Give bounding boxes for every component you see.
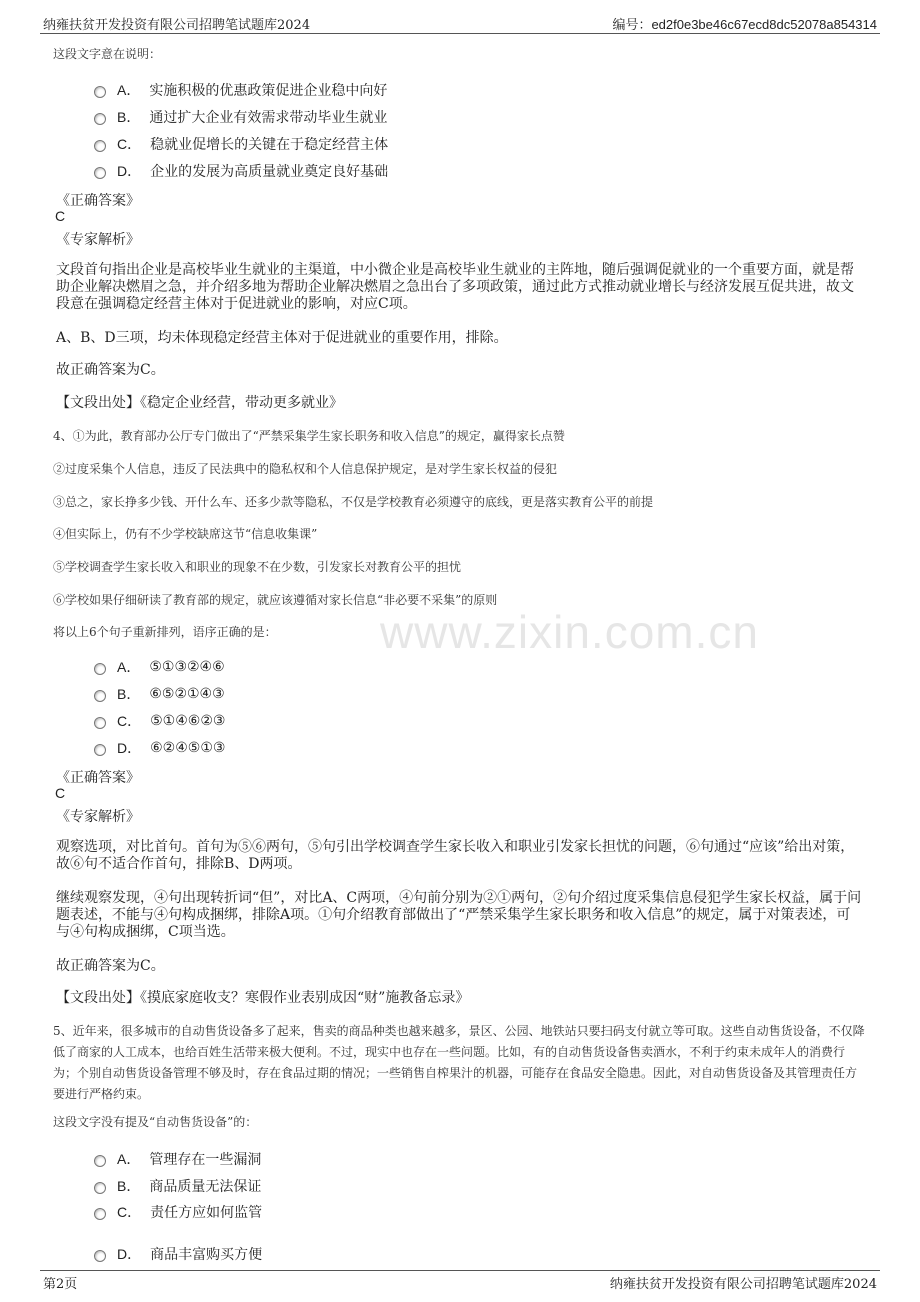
q4-answer-label: 《正确答案》 [56,770,140,786]
q4-source: 【文段出处】《摸底家庭收支？寒假作业表别成因“财”施教备忘录》 [56,990,470,1006]
q4-option-d[interactable]: D． ⑥②④⑤①③ [94,738,225,758]
radio-icon[interactable] [94,717,106,729]
q3-analysis-label: 《专家解析》 [56,232,140,248]
footer-divider [40,1270,880,1271]
q4-option-b[interactable]: B． ⑥⑤②①④③ [94,684,225,704]
q5-option-c[interactable]: C． 责任方应如何监管 [94,1202,262,1222]
q4-answer: C [55,785,66,801]
q4-sentence: ⑤学校调查学生家长收入和职业的现象不在少数，引发家长对教育公平的担忧 [53,560,462,574]
q4-sentence: ④但实际上，仍有不少学校缺席这节“信息收集课” [53,527,318,541]
radio-icon[interactable] [94,167,106,179]
document-code: 编号：ed2f0e3be46c67ecd8dc52078a854314 [612,17,877,32]
radio-icon[interactable] [94,113,106,125]
q5-option-b[interactable]: B． 商品质量无法保证 [94,1176,261,1196]
q3-option-c[interactable]: C． 稳就业促增长的关键在于稳定经营主体 [94,134,388,154]
q3-answer: C [55,208,66,224]
q4-sentence: 4、①为此，教育部办公厅专门做出了“严禁采集学生家长职务和收入信息”的规定，赢得家长点赞 [53,429,565,443]
q3-option-a[interactable]: A． 实施积极的优惠政策促进企业稳中向好 [94,80,387,100]
radio-icon[interactable] [94,1155,106,1167]
q5-stem: 5、近年来，很多城市的自动售货设备多了起来，售卖的商品种类也越来越多，景区、公园、地铁站只要扫码支付就立等可取。这些自动售货设备，不仅降低了商家的人工成本，也给百姓生活带来极大便利。不过，现实中也存在一些问题。比如，有的自动售货设备售卖酒水，不利于约束未成年人的消费行为；个别自动售货设备管理不够及时，存在食品过期的情况；一些销售自榨果汁的机器，可能存在食品安全隐患。因此，对自动售货设备及其管理责任方要进行严格约束。 [53,1024,865,1101]
radio-icon[interactable] [94,1208,106,1220]
q5-option-a[interactable]: A． 管理存在一些漏洞 [94,1149,261,1169]
q3-answer-label: 《正确答案》 [56,193,140,209]
radio-icon[interactable] [94,140,106,152]
radio-icon[interactable] [94,744,106,756]
q4-question: 将以上6个句子重新排列，语序正确的是： [53,625,277,639]
q5-option-d[interactable]: D． 商品丰富购买方便 [94,1244,262,1264]
q4-analysis-paragraph: 故正确答案为C。 [56,958,165,974]
q4-analysis-label: 《专家解析》 [56,809,140,825]
footer-title: 纳雍扶贫开发投资有限公司招聘笔试题库2024 [609,1277,877,1292]
radio-icon[interactable] [94,663,106,675]
header-title: 纳雍扶贫开发投资有限公司招聘笔试题库2024 [43,18,311,33]
radio-icon[interactable] [94,1182,106,1194]
q4-sentence: ⑥学校如果仔细研读了教育部的规定，就应该遵循对家长信息“非必要不采集”的原则 [53,593,498,607]
q4-analysis-paragraph: 继续观察发现，④句出现转折词“但”，对比A、C两项，④句前分别为②①两句，②句介绍过度采集信息侵犯学生家长权益，属于问题表述，不能与④句构成捆绑，排除A项。①句介绍教育部做出了“严禁采集学生家长职务和收入信息”的规定，属于对策表述，可与④句构成捆绑，C项当选。 [56,890,862,940]
q3-option-d[interactable]: D． 企业的发展为高质量就业奠定良好基础 [94,161,388,181]
q4-sentence: ②过度采集个人信息，违反了民法典中的隐私权和个人信息保护规定，是对学生家长权益的侵犯 [53,462,558,476]
q5-question: 这段文字没有提及“自动售货设备”的： [53,1115,258,1129]
q4-analysis-paragraph: 观察选项，对比首句。首句为⑤⑥两句，⑤句引出学校调查学生家长收入和职业引发家长担忧的问题，⑥句通过“应该”给出对策，故⑥句不适合作首句，排除B、D两项。 [56,839,855,872]
q4-sentence: ③总之，家长挣多少钱、开什么车、还多少款等隐私，不仅是学校教育必须遵守的底线，更是落实教育公平的前提 [53,495,654,509]
q4-option-c[interactable]: C． ⑤①④⑥②③ [94,711,225,731]
page-number: 第2页 [43,1277,78,1292]
q3-analysis-paragraph: 故正确答案为C。 [56,362,165,378]
watermark: www.zixin.com.cn [380,606,759,658]
header-divider [40,33,880,34]
q3-analysis-paragraph: 文段首句指出企业是高校毕业生就业的主渠道，中小微企业是高校毕业生就业的主阵地，随后强调促就业的一个重要方面，就是帮助企业解决燃眉之急，并介绍多地为帮助企业解决燃眉之急出台了多项政策，通过此方式推动就业增长与经济发展互促共进，故文段意在强调稳定经营主体对于促进就业的影响，对应C项。 [56,262,854,312]
radio-icon[interactable] [94,1250,106,1262]
q3-source: 【文段出处】《稳定企业经营，带动更多就业》 [56,395,343,411]
q3-stem-tail: 这段文字意在说明： [53,47,162,61]
radio-icon[interactable] [94,690,106,702]
q3-analysis-paragraph: A、B、D三项，均未体现稳定经营主体对于促进就业的重要作用，排除。 [56,330,508,346]
q4-option-a[interactable]: A． ⑤①③②④⑥ [94,657,225,677]
radio-icon[interactable] [94,86,106,98]
q3-option-b[interactable]: B． 通过扩大企业有效需求带动毕业生就业 [94,107,387,127]
